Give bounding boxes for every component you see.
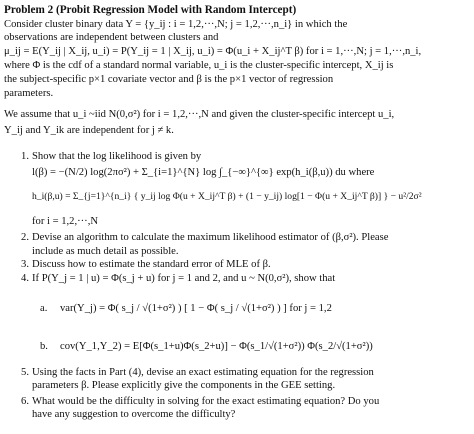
- assumption-line: We assume that u_i ~iid N(0,σ²) for i = 1,2,···,N and given the cluster-specific intercept u_i,: [4, 109, 395, 120]
- item-text: parameters β. Please explicitly give the components in the GEE setting.: [32, 380, 336, 391]
- log-likelihood-formula: l(β) = −(N/2) log(2πσ²) + Σ_{i=1}^{N} log ∫_{−∞}^{∞} exp(h_i(β,u)) du where: [32, 167, 375, 178]
- item-text: include as much detail as possible.: [32, 246, 179, 257]
- item-text: If P(Y_j = 1 | u) = Φ(s_j + u) for j = 1 and 2, and u ~ N(0,σ²), show that: [32, 273, 336, 284]
- item-number: 5.: [21, 367, 29, 378]
- item-number: 2.: [21, 232, 29, 243]
- subpart-label: b.: [40, 341, 48, 352]
- variance-formula: var(Y_j) = Φ( s_j / √(1+σ²) ) [ 1 − Φ( s_j / √(1+σ²) ) ] for j = 1,2: [60, 303, 332, 314]
- item-text: Using the facts in Part (4), devise an exact estimating equation for the regression: [32, 367, 374, 378]
- item-text: What would be the difficulty in solving for the exact estimating equation? Do you: [32, 396, 380, 407]
- item-text: Discuss how to estimate the standard error of MLE of β.: [32, 259, 271, 270]
- intro-line: parameters.: [4, 88, 54, 99]
- intro-line: Consider cluster binary data Y = {y_ij : i = 1,2,···,N; j = 1,2,···,n_i} in which the: [4, 19, 348, 30]
- problem-title: Problem 2 (Probit Regression Model with Random Intercept): [4, 4, 297, 16]
- item-number: 1.: [21, 151, 29, 162]
- covariance-formula: cov(Y_1,Y_2) = E[Φ(s_1+u)Φ(s_2+u)] − Φ(s_1/√(1+σ²)) Φ(s_2/√(1+σ²)): [60, 341, 373, 352]
- item-text: Devise an algorithm to calculate the maximum likelihood estimator of (β,σ²). Please: [32, 232, 389, 243]
- item-text: for i = 1,2,···,N: [32, 216, 98, 227]
- intro-line: observations are independent between clusters and: [4, 32, 219, 43]
- intro-line: where Φ is the cdf of a standard normal variable, u_i is the cluster-specific intercept, X_ij is: [4, 60, 394, 71]
- item-text: Show that the log likelihood is given by: [32, 151, 202, 162]
- intro-line: μ_ij = E(Y_ij | X_ij, u_i) = P(Y_ij = 1 | X_ij, u_i) = Φ(u_i + X_ij^T β) for i = 1,···,N; j = 1,···,n_i,: [4, 46, 422, 57]
- item-number: 6.: [21, 396, 29, 407]
- item-number: 3.: [21, 259, 29, 270]
- intro-line: the subject-specific p×1 covariate vector and β is the p×1 vector of regression: [4, 74, 334, 85]
- item-text: have any suggestion to overcome the difficulty?: [32, 409, 236, 420]
- h-function-formula: h_i(β,u) = Σ_{j=1}^{n_i} { y_ij log Φ(u + X_ij^T β) + (1 − y_ij) log[1 − Φ(u + X_ij^T β)] } − u²/2σ²: [32, 191, 422, 202]
- item-number: 4.: [21, 273, 29, 284]
- assumption-line: Y_ij and Y_ik are independent for j ≠ k.: [4, 125, 174, 136]
- subpart-label: a.: [40, 303, 48, 314]
